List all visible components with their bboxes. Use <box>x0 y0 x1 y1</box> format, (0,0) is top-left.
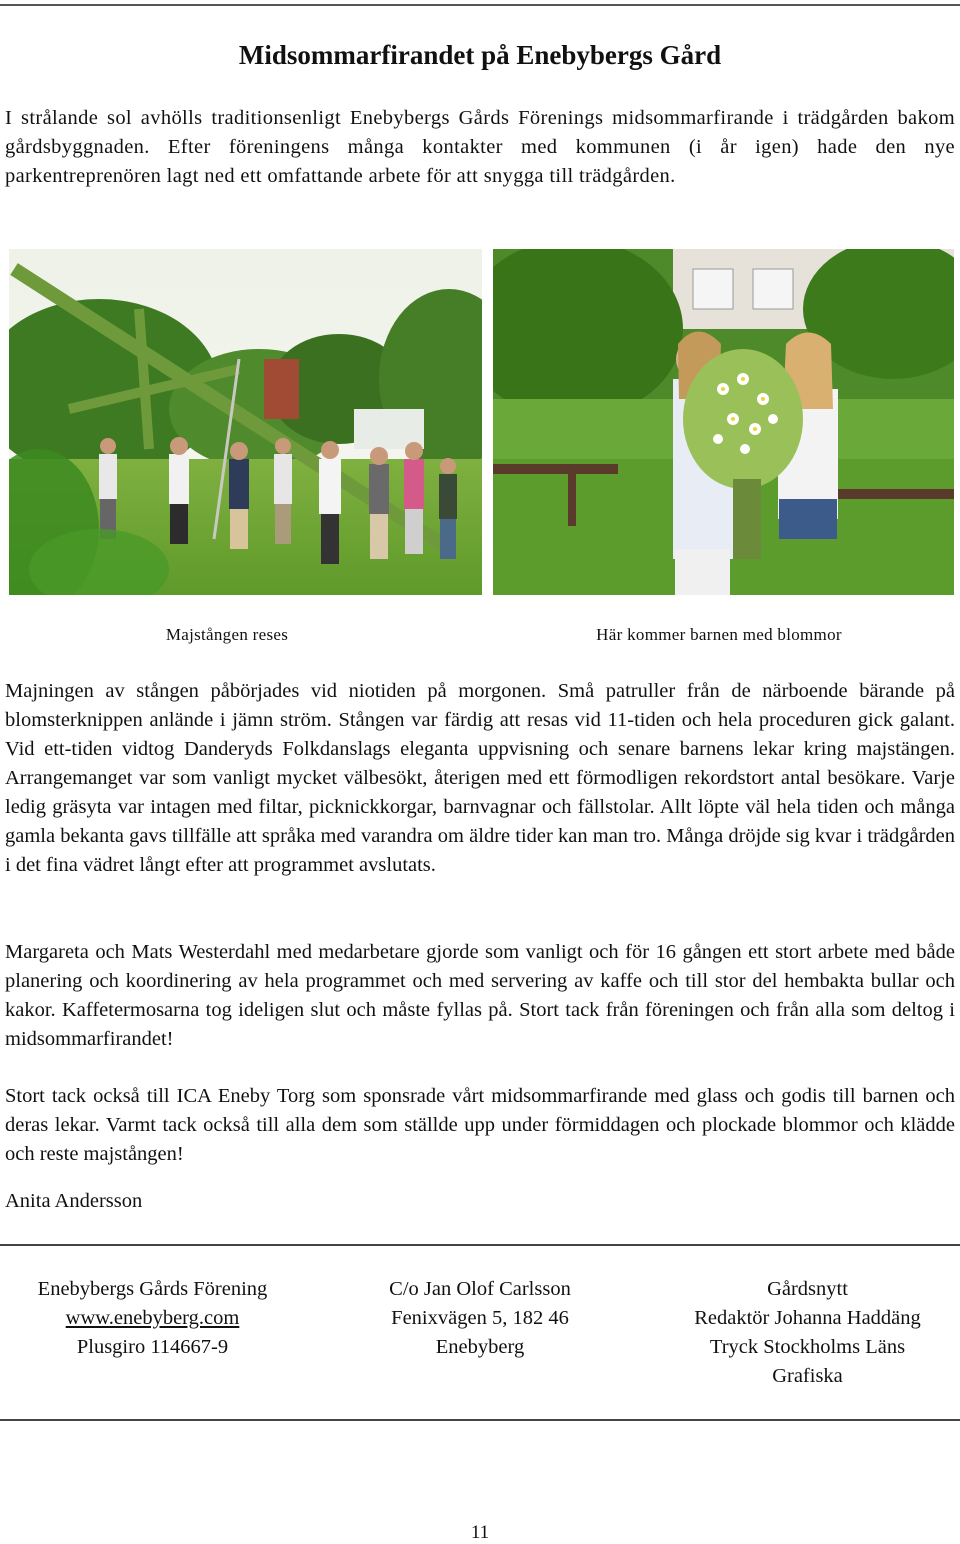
plusgiro-number: Plusgiro 114667-9 <box>76 1336 229 1358</box>
body-paragraph-3: Stort tack också till ICA Eneby Torg som sponsrade vårt midsommarfirande med glass och godis till barnen och deras lekar. Varmt tack också till alla dem som ställde upp under förmiddagen och plockade blommor och klädde och reste majstången! <box>5 1085 955 1165</box>
footer-bottom-rule <box>0 1419 960 1421</box>
top-rule <box>0 4 960 6</box>
left-photo-caption: Majstången reses <box>165 625 289 644</box>
address-line-1: C/o Jan Olof Carlsson <box>389 1278 571 1300</box>
website-link[interactable]: www.enebyberg.com <box>65 1307 240 1329</box>
printer-line-1: Tryck Stockholms Läns <box>709 1336 906 1358</box>
page-number: 11 <box>470 1522 490 1543</box>
publication-name: Gårdsnytt <box>767 1278 848 1300</box>
editor-line: Redaktör Johanna Haddäng <box>694 1307 921 1329</box>
children-flowers-photo <box>493 249 954 595</box>
body-paragraph-2: Margareta och Mats Westerdahl med medarbetare gjorde som vanligt och för 16 gången ett stort arbete med både planering och koordinering av hela programmet och med servering av kaffe och till stor del hembakta bullar och kakor. Kaffetermosarna tog ideligen slut och måste fyllas på. Stort tack från föreningen och från alla som deltog i midsommarfirandet! <box>5 941 955 1050</box>
right-photo-caption: Här kommer barnen med blommor <box>596 625 842 644</box>
maypole-photo <box>9 249 482 595</box>
footer-association-column <box>0 1275 305 1362</box>
footer-address-column <box>325 1275 635 1362</box>
address-line-2: Fenixvägen 5, 182 46 <box>391 1307 569 1329</box>
association-name: Enebybergs Gårds Förening <box>37 1278 268 1300</box>
body-paragraph-1: Majningen av stången påbörjades vid niotiden på morgonen. Små patruller från de närboende bärande på blomsterknippen anlände i jämn ström. Stången var färdig att resas vid 11-tiden och hela proceduren gick galant. Vid ett-tiden vidtog Danderyds Folkdanslags eleganta uppvisning och senare barnens lekar kring majstängen. Arrangemanget var som vanligt mycket välbesökt, återigen med ett förmodligen rekordstort antal besökare. Varje ledig gräsyta var intagen med filtar, picknickkorgar, barnvagnar och fällstolar. Allt löpte väl hela tiden och många gamla bekanta gavs tillfälle att språka med varandra om äldre tider kan man tro. Många dröjde sig kvar i trädgården i det fina vädret långt efter att programmet avslutats. <box>5 680 955 876</box>
footer-top-rule <box>0 1244 960 1246</box>
footer-publication-column <box>655 1275 960 1391</box>
intro-paragraph: I strålande sol avhölls traditionsenligt Enebybergs Gårds Förenings midsommarfirande i trädgården bakom gårdsbyggnaden. Efter föreningens många kontakter med kommunen (i år igen) hade den nye parkentreprenören lagt ned ett omfattande arbete för att snygga till trädgården. <box>5 107 955 187</box>
address-line-3: Enebyberg <box>435 1336 525 1358</box>
article-title: Midsommarfirandet på Enebybergs Gård <box>238 40 722 70</box>
author-signature: Anita Andersson <box>5 1190 143 1212</box>
printer-line-2: Grafiska <box>772 1365 843 1387</box>
